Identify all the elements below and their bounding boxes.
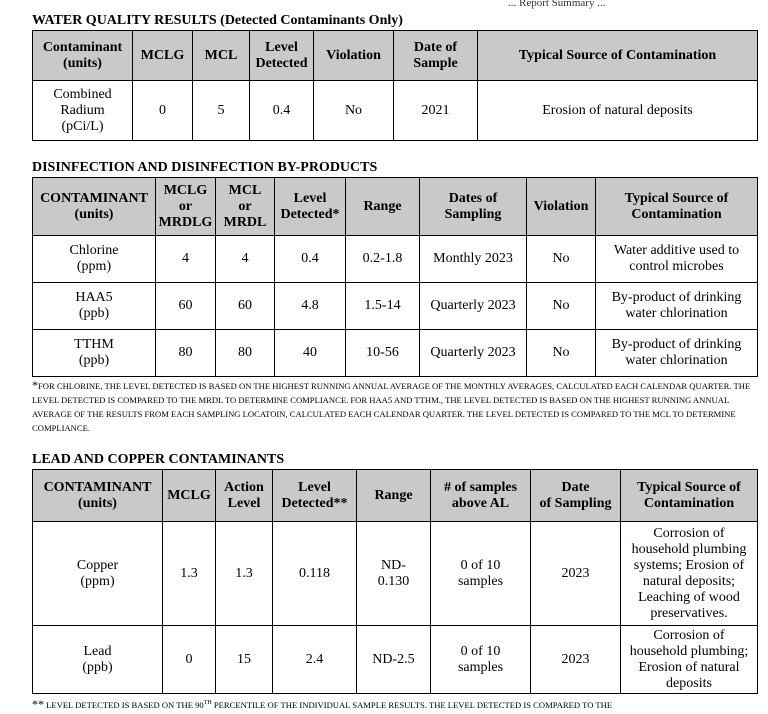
table-cell: Copper (ppm) (33, 522, 163, 626)
table-cell: 2.4 (273, 626, 357, 694)
table-cell: Corrosion of household plumbing systems; Erosion of natural deposits; Leaching of wood preservatives. (621, 522, 758, 626)
table-cell: HAA5 (ppb) (33, 283, 156, 330)
table-cell: Combined Radium (pCi/L) (33, 81, 133, 141)
header-cell: Contaminant (units) (33, 31, 133, 81)
footnote-marker: * (32, 378, 38, 392)
table-cell: ND-2.5 (357, 626, 431, 694)
table-cell: 0 (133, 81, 193, 141)
footnote-text: LEVEL DETECTED IS BASED ON THE 90 (46, 699, 204, 710)
header-cell: MCLG (163, 470, 216, 522)
header-cell: Dates of Sampling (420, 178, 527, 236)
table-cell: 2023 (531, 522, 621, 626)
header-cell: MCLG or MRDLG (156, 178, 216, 236)
table-cell: No (527, 330, 596, 377)
header-cell: Level Detected (250, 31, 314, 81)
table-cell: 10-56 (346, 330, 420, 377)
table-cell: TTHM (ppb) (33, 330, 156, 377)
table-cell: Quarterly 2023 (420, 283, 527, 330)
header-cell: Range (357, 470, 431, 522)
table-header-row (33, 178, 758, 236)
table-cell: 40 (275, 330, 346, 377)
table-cell: 4.8 (275, 283, 346, 330)
header-cell: Typical Source of Contamination (621, 470, 758, 522)
table-header-row (33, 470, 758, 522)
table-cell: No (527, 283, 596, 330)
table-cell: 60 (216, 283, 275, 330)
table-row (33, 236, 758, 283)
table-row (33, 330, 758, 377)
table-cell: 15 (216, 626, 273, 694)
header-cell: Typical Source of Contamination (596, 178, 758, 236)
table-cell: Monthly 2023 (420, 236, 527, 283)
table-cell: 0.4 (275, 236, 346, 283)
water-quality-title: WATER QUALITY RESULTS (Detected Contaminants Only) (32, 13, 403, 28)
table-cell: Lead (ppb) (33, 626, 163, 694)
header-cell: MCL (193, 31, 250, 81)
table-cell: 0 of 10 samples (431, 522, 531, 626)
table-cell: 0 (163, 626, 216, 694)
header-cell: CONTAMINANT (units) (33, 470, 163, 522)
table-cell: 4 (216, 236, 275, 283)
table-cell: Chlorine (ppm) (33, 236, 156, 283)
water-quality-table (32, 30, 758, 141)
table-cell: 1.5-14 (346, 283, 420, 330)
table-cell: 0.118 (273, 522, 357, 626)
table-row (33, 626, 758, 694)
table-cell: 0 of 10 samples (431, 626, 531, 694)
table-cell: By-product of drinking water chlorination (596, 330, 758, 377)
table-cell: No (314, 81, 394, 141)
header-cell: Date of Sampling (531, 470, 621, 522)
table-cell: 60 (156, 283, 216, 330)
table-row (33, 283, 758, 330)
header-cell: Level Detected** (273, 470, 357, 522)
table-cell: 0.2-1.8 (346, 236, 420, 283)
table-cell: Quarterly 2023 (420, 330, 527, 377)
disinfection-footnote (32, 378, 762, 435)
disinfection-title: DISINFECTION AND DISINFECTION BY-PRODUCTS (32, 160, 378, 175)
table-cell: ND- 0.130 (357, 522, 431, 626)
table-cell: Water additive used to control microbes (596, 236, 758, 283)
header-cell: Date of Sample (394, 31, 478, 81)
table-cell: 0.4 (250, 81, 314, 141)
table-cell: 80 (216, 330, 275, 377)
table-cell: 2021 (394, 81, 478, 141)
footnote-text-continued: PERCENTILE OF THE INDIVIDUAL SAMPLE RESULTS. THE LEVEL DETECTED IS COMPARED TO THE (211, 699, 613, 710)
header-cell: CONTAMINANT (units) (33, 178, 156, 236)
header-cell: # of samples above AL (431, 470, 531, 522)
header-cell: Range (346, 178, 420, 236)
header-cell: Violation (527, 178, 596, 236)
table-cell: By-product of drinking water chlorination (596, 283, 758, 330)
lead-copper-footnote (32, 696, 762, 712)
header-cell: Action Level (216, 470, 273, 522)
footnote-superscript: TH (203, 700, 212, 706)
footnote-text: FOR CHLORINE, THE LEVEL DETECTED IS BASED ON THE HIGHEST RUNNING ANNUAL AVERAGE OF THE MONTHLY AVERAGES, CALCULATED EACH CALENDAR QUARTER. THE LEVEL DETECTED IS COMPARED TO THE MRDL TO DETERMINE COMPLIANCE. FOR HAA5 AND TTHM., THE LEVEL DETECTED IS BASED ON THE HIGHEST RUNNING ANNUAL AVERAGE OF THE RESULTS FROM EACH SAMPLING LOCATOIN, CALCULATED EACH CALENDAR QUARTER. THE LEVEL DETECTED IS COMPARED TO THE MCL TO DETERMINE COMPLIANCE. (32, 381, 751, 433)
table-cell: 1.3 (216, 522, 273, 626)
table-cell: 4 (156, 236, 216, 283)
table-cell: Corrosion of household plumbing; Erosion of natural deposits (621, 626, 758, 694)
table-cell: 80 (156, 330, 216, 377)
header-cell: Typical Source of Contamination (478, 31, 758, 81)
table-cell: No (527, 236, 596, 283)
footnote-marker: ** (32, 696, 44, 711)
table-cell: Erosion of natural deposits (478, 81, 758, 141)
disinfection-table (32, 177, 758, 377)
table-cell: 2023 (531, 626, 621, 694)
table-row (33, 522, 758, 626)
header-cell: Level Detected* (275, 178, 346, 236)
lead-copper-title: LEAD AND COPPER CONTAMINANTS (32, 452, 285, 467)
table-row (33, 81, 758, 141)
clipped-header-fragment: ... Report Summary ... (508, 0, 606, 9)
header-cell: MCLG (133, 31, 193, 81)
table-cell: 5 (193, 81, 250, 141)
header-cell: MCL or MRDL (216, 178, 275, 236)
table-cell: 1.3 (163, 522, 216, 626)
lead-copper-table (32, 469, 758, 694)
header-cell: Violation (314, 31, 394, 81)
table-header-row (33, 31, 758, 81)
